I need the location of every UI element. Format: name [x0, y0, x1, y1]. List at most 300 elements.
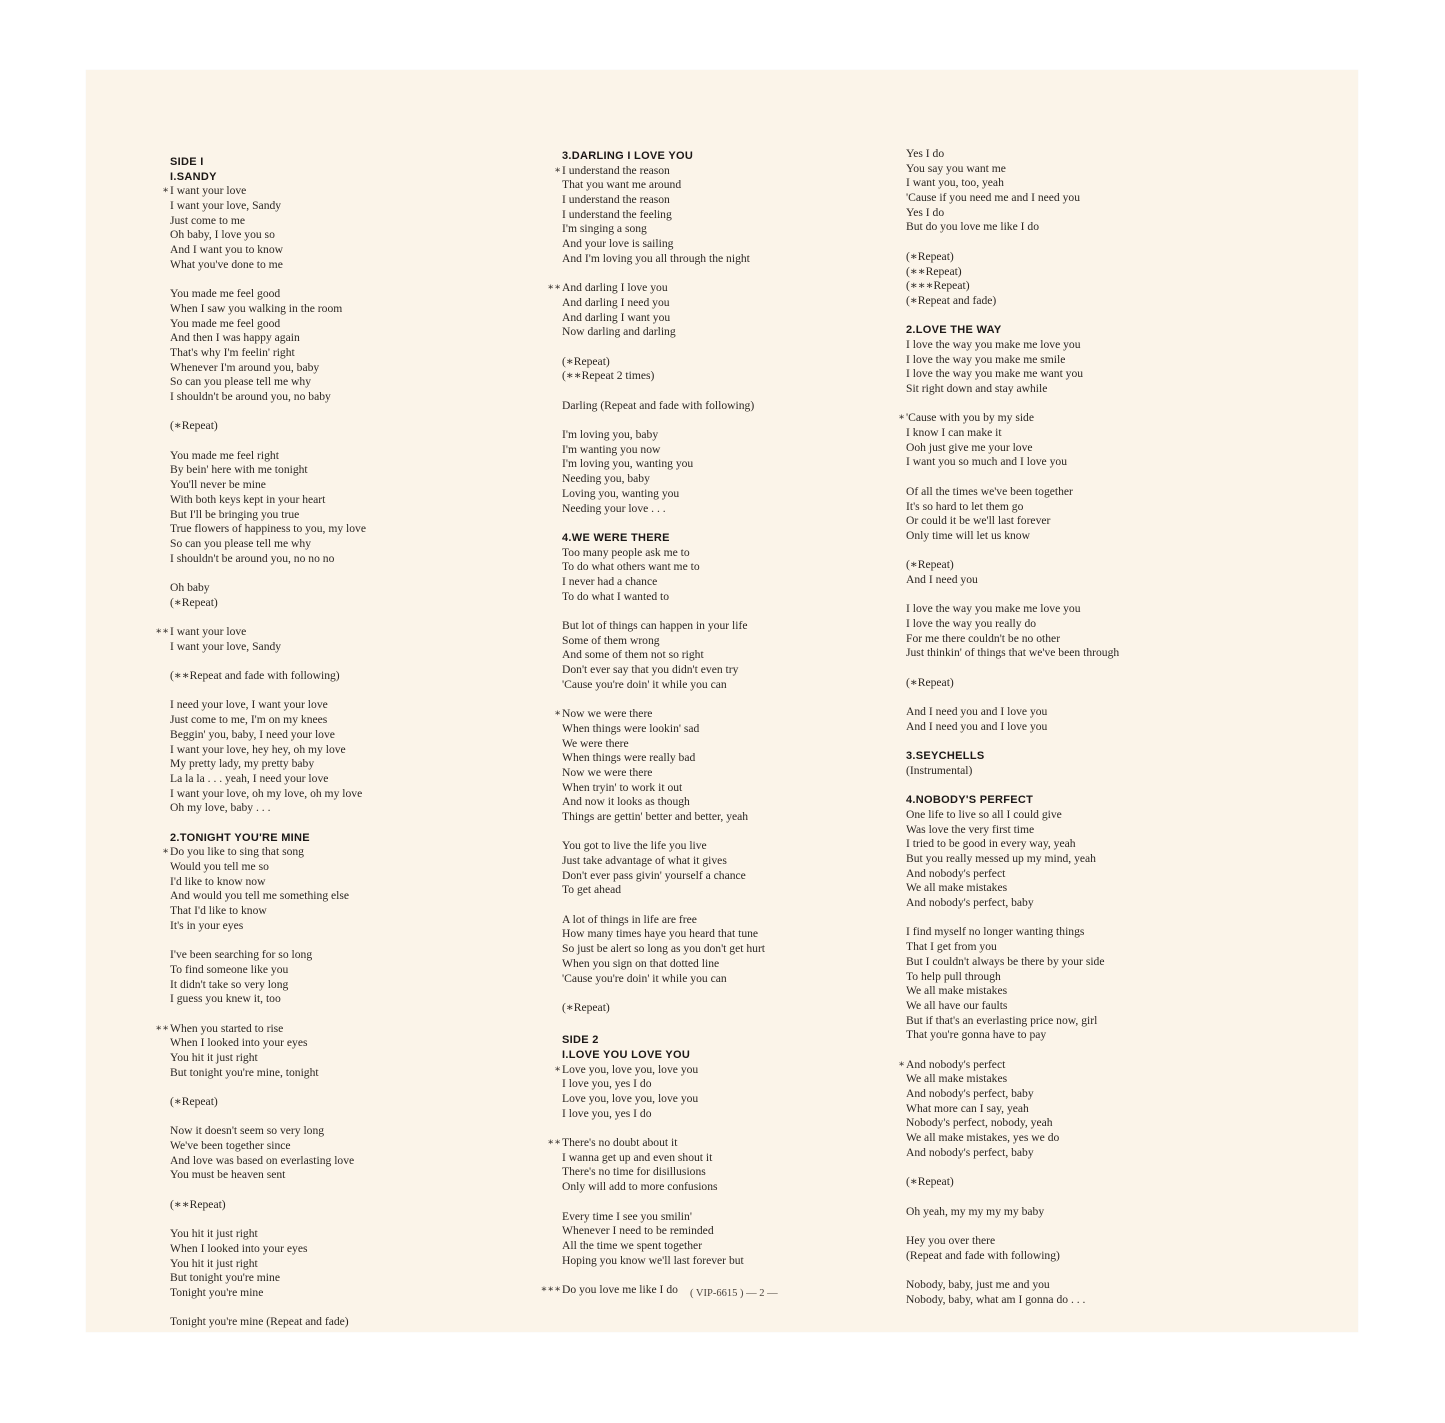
- lyric-line: [170, 1168, 366, 1183]
- lyric-line: [170, 1051, 366, 1066]
- line-text: When tryin' to work it out: [562, 780, 683, 794]
- lyric-line: [906, 367, 1119, 382]
- lyric-line: [562, 457, 765, 472]
- line-text: Just come to me: [170, 213, 246, 227]
- line-text: Oh yeah, my my my my baby: [906, 1204, 1045, 1218]
- lyric-line: [906, 823, 1119, 838]
- line-text: SIDE 2: [562, 1034, 599, 1047]
- line-text: (∗Repeat): [170, 1095, 218, 1108]
- line-text: I love the way you make me love you: [906, 337, 1081, 351]
- line-text: True flowers of happiness to you, my love: [170, 522, 367, 536]
- line-text: Some of them wrong: [562, 633, 660, 647]
- line-text: Yes I do: [906, 205, 945, 219]
- line-text: You hit it just right: [170, 1050, 258, 1064]
- line-text: And nobody's perfect, baby: [906, 1087, 1034, 1100]
- line-text: And nobody's perfect: [906, 1057, 1006, 1071]
- line-text: (Instrumental): [906, 763, 973, 777]
- lyric-line: [906, 632, 1119, 647]
- lyric-line: [170, 1095, 366, 1110]
- line-text: (∗∗Repeat and fade with following): [170, 669, 340, 683]
- lyric-line: [170, 978, 366, 993]
- lyric-line: [562, 1239, 765, 1254]
- lyric-line: [906, 176, 1119, 191]
- blank-line: [562, 604, 765, 619]
- line-text: I understand the reason: [562, 163, 670, 177]
- line-text: Hoping you know we'll last forever but: [562, 1253, 744, 1267]
- repeat-marker: ∗: [554, 1063, 561, 1075]
- lyric-line: [170, 1154, 366, 1169]
- line-text: My pretty lady, my pretty baby: [170, 757, 315, 771]
- lyric-line: [562, 663, 765, 678]
- line-text: Do you love me like I do: [562, 1282, 678, 1296]
- repeat-marker: ∗∗: [155, 1022, 169, 1034]
- lyric-line: [906, 837, 1119, 852]
- repeat-marker: ∗: [162, 846, 169, 858]
- lyric-line: [170, 640, 366, 655]
- lyric-line: [562, 1165, 765, 1180]
- lyric-line: [562, 766, 765, 781]
- lyric-line: [170, 258, 366, 273]
- line-text: Was love the very first time: [906, 822, 1035, 836]
- lyric-line: [906, 955, 1119, 970]
- repeat-marker: ∗∗∗: [540, 1283, 561, 1295]
- line-text: I love the way you make me love you: [906, 602, 1081, 616]
- lyric-line: [562, 648, 765, 663]
- lyric-line: [906, 1102, 1119, 1117]
- blank-line: [562, 516, 765, 531]
- lyric-line: [562, 178, 765, 193]
- lyric-line: [562, 854, 765, 869]
- line-text: (∗∗Repeat): [170, 1197, 226, 1211]
- line-text: To get ahead: [562, 883, 622, 897]
- lyric-line: [170, 302, 366, 317]
- lyric-line: [906, 279, 1119, 294]
- line-text: When things were lookin' sad: [562, 721, 700, 735]
- line-text: There's no time for disillusions: [562, 1165, 706, 1179]
- lyric-line: [906, 720, 1119, 735]
- lyric-line: [170, 860, 366, 875]
- lyric-line: [562, 208, 765, 223]
- blank-line: [906, 1160, 1119, 1175]
- lyric-line: [562, 1254, 765, 1269]
- lyric-line: [562, 1092, 765, 1107]
- line-text: Loving you, wanting you: [562, 486, 680, 500]
- line-text: I never had a chance: [562, 574, 658, 588]
- lyric-line: [906, 500, 1119, 515]
- lyric-line: [170, 963, 366, 978]
- line-text: With both keys kept in your heart: [170, 492, 326, 506]
- line-text: I love the way you really do: [906, 617, 1037, 630]
- line-text: We all make mistakes: [906, 1072, 1008, 1086]
- lyric-line: [906, 1278, 1119, 1293]
- line-text: I'm wanting you now: [562, 442, 661, 456]
- line-text: When I looked into your eyes: [170, 1036, 308, 1050]
- lyric-line: [906, 220, 1119, 235]
- lyric-line: [170, 728, 366, 743]
- song-title: [562, 531, 765, 546]
- lyric-line: [170, 581, 366, 596]
- lyric-line: [170, 1242, 366, 1257]
- lyric-line: [906, 999, 1119, 1014]
- lyric-line: [906, 925, 1119, 940]
- line-text: And nobody's perfect: [906, 866, 1006, 880]
- line-text: Only will add to more confusions: [562, 1180, 718, 1194]
- lyric-line: [562, 1180, 765, 1195]
- lyric-line: [170, 713, 366, 728]
- line-text: Beggin' you, baby, I need your love: [170, 727, 335, 741]
- line-text: You got to live the life you live: [562, 839, 707, 853]
- lyric-line: [906, 206, 1119, 221]
- line-text: I love you, yes I do: [562, 1106, 652, 1120]
- line-text: A lot of things in life are free: [562, 912, 697, 926]
- line-text: Don't ever say that you didn't even try: [562, 663, 739, 677]
- line-text: Ooh just give me your love: [906, 440, 1033, 454]
- line-text: And some of them not so right: [562, 648, 704, 662]
- lyric-line: [170, 889, 366, 904]
- lyric-line: [906, 984, 1119, 999]
- line-text: And darling I need you: [562, 295, 670, 309]
- line-text: And darling I love you: [562, 281, 668, 295]
- lyric-line: [562, 1107, 765, 1122]
- line-text: I need your love, I want your love: [170, 698, 328, 712]
- line-text: When you started to rise: [170, 1021, 284, 1035]
- lyric-line: [562, 781, 765, 796]
- line-text: So can you please tell me why: [170, 536, 312, 550]
- line-text: Now we were there: [562, 765, 653, 779]
- line-text: When I saw you walking in the room: [170, 301, 343, 315]
- lyric-line: [562, 972, 765, 987]
- catalog-page-footer: ( VIP-6615 ) — 2 —: [690, 1288, 778, 1299]
- lyric-line: [170, 390, 366, 405]
- line-text: You made me feel good: [170, 316, 281, 330]
- line-text: You hit it just right: [170, 1256, 258, 1270]
- blank-line: [170, 1110, 366, 1125]
- lyric-line: [170, 1198, 366, 1213]
- blank-line: [906, 779, 1119, 794]
- lyric-line: [562, 619, 765, 634]
- line-text: There's no doubt about it: [562, 1136, 678, 1150]
- lyric-line: [170, 449, 366, 464]
- line-text: SIDE I: [170, 156, 204, 168]
- blank-line: [562, 1016, 765, 1031]
- line-text: You hit it just right: [170, 1227, 258, 1241]
- line-text: And I need you and I love you: [906, 719, 1048, 733]
- lyric-line: [562, 1210, 765, 1225]
- line-text: Needing your love . . .: [562, 501, 666, 515]
- lyric-line: [906, 867, 1119, 882]
- lyric-line: [906, 881, 1119, 896]
- lyric-line: [170, 478, 366, 493]
- lyric-line: [562, 560, 765, 575]
- line-text: And then I was happy again: [170, 331, 300, 345]
- line-text: And I need you: [906, 572, 978, 586]
- lyric-line: [562, 369, 765, 384]
- lyric-line: [170, 493, 366, 508]
- lyric-line: [562, 193, 765, 208]
- line-text: I tried to be good in every way, yeah: [906, 837, 1076, 851]
- lyric-line: [906, 1028, 1119, 1043]
- lyric-line: [170, 904, 366, 919]
- lyric-line: [170, 508, 366, 523]
- lyric-line: [170, 757, 366, 772]
- line-text: I'd like to know now: [170, 874, 266, 888]
- blank-line: [906, 1219, 1119, 1234]
- lyric-line: [170, 669, 366, 684]
- blank-line: [170, 816, 366, 831]
- song-title: [170, 831, 366, 846]
- lyric-line: [562, 472, 765, 487]
- line-text: (∗Repeat): [562, 354, 610, 368]
- blank-line: [170, 1080, 366, 1095]
- lyric-line: [562, 883, 765, 898]
- lyric-line: [906, 455, 1119, 470]
- lyric-line: [906, 1146, 1119, 1161]
- line-text: I want your love: [170, 184, 247, 198]
- song-title: [562, 1048, 765, 1063]
- blank-line: [170, 1213, 366, 1228]
- lyric-line: [906, 162, 1119, 177]
- line-text: (Repeat and fade with following): [906, 1248, 1060, 1262]
- lyric-line: [170, 787, 366, 802]
- lyric-line: [170, 948, 366, 963]
- lyric-line: [906, 852, 1119, 867]
- lyric-line: [170, 698, 366, 713]
- line-text: I'm loving you, baby: [562, 428, 659, 442]
- lyric-line: [170, 317, 366, 332]
- lyric-line: [562, 927, 765, 942]
- line-text: 4.NOBODY'S PERFECT: [906, 794, 1034, 807]
- line-text: Sit right down and stay awhile: [906, 382, 1048, 395]
- line-text: I want your love, hey hey, oh my love: [170, 742, 346, 756]
- lyric-line: [906, 1131, 1119, 1146]
- blank-line: [562, 340, 765, 355]
- line-text: Now it doesn't seem so very long: [170, 1124, 325, 1138]
- lyrics-column-left: [155, 152, 367, 1330]
- line-text: You made me feel good: [170, 287, 281, 301]
- line-text: Now we were there: [562, 707, 653, 721]
- lyric-line: [170, 287, 366, 302]
- line-text: 'Cause with you by my side: [906, 411, 1035, 425]
- lyric-line: [162, 184, 366, 199]
- line-text: To do what others want me to: [562, 560, 700, 574]
- line-text: Now darling and darling: [562, 325, 676, 339]
- lyric-line: [562, 722, 765, 737]
- lyric-line: [162, 845, 366, 860]
- line-text: To do what I wanted to: [562, 589, 670, 603]
- line-text: Hey you over there: [906, 1233, 996, 1247]
- line-text: We all have our faults: [906, 998, 1008, 1012]
- lyric-line: [562, 502, 765, 517]
- lyric-line: [562, 399, 765, 414]
- lyric-line: [906, 338, 1119, 353]
- lyric-line: [906, 970, 1119, 985]
- lyric-line: [906, 940, 1119, 955]
- side-heading: [562, 1033, 765, 1048]
- lyric-line: [170, 214, 366, 229]
- line-text: For me there couldn't be no other: [906, 631, 1061, 645]
- line-text: 2.TONIGHT YOU'RE MINE: [170, 831, 310, 844]
- blank-line: [906, 235, 1119, 250]
- line-text: (∗∗Repeat 2 times): [562, 369, 655, 383]
- blank-line: [170, 273, 366, 288]
- line-text: Don't ever pass givin' yourself a chance: [562, 868, 746, 882]
- lyric-line: [906, 1205, 1119, 1220]
- line-text: And darling I want you: [562, 310, 671, 324]
- line-text: But do you love me like I do: [906, 220, 1039, 234]
- lyrics-column-middle: [540, 149, 766, 1298]
- line-text: We were there: [562, 736, 629, 750]
- blank-line: [170, 1183, 366, 1198]
- blank-line: [562, 1195, 765, 1210]
- line-text: But tonight you're mine: [170, 1271, 280, 1285]
- lyric-line: [170, 1066, 366, 1081]
- line-text: Tonight you're mine (Repeat and fade): [170, 1315, 349, 1329]
- lyric-line: [562, 678, 765, 693]
- lyric-line: [906, 1072, 1119, 1087]
- lyric-line: [170, 1124, 366, 1139]
- blank-line: [562, 1268, 765, 1283]
- lyric-line: [906, 764, 1119, 779]
- lyric-line: [906, 676, 1119, 691]
- lyric-line: [898, 1057, 1119, 1073]
- blank-line: [906, 588, 1119, 603]
- repeat-marker: ∗∗: [547, 282, 561, 294]
- line-text: And would you tell me something else: [170, 889, 350, 903]
- line-text: That I'd like to know: [170, 904, 267, 918]
- lyric-line: [170, 801, 366, 816]
- line-text: Just take advantage of what it gives: [562, 854, 727, 867]
- line-text: I want your love, Sandy: [170, 199, 282, 213]
- line-text: (∗Repeat): [906, 558, 954, 572]
- line-text: Nobody, baby, just me and you: [906, 1277, 1050, 1291]
- line-text: I understand the reason: [562, 193, 670, 207]
- side-heading: [170, 155, 366, 170]
- line-text: (∗Repeat): [906, 1175, 954, 1189]
- line-text: (∗Repeat): [906, 249, 954, 263]
- line-text: It's so hard to let them go: [906, 499, 1024, 513]
- lyric-line: [562, 942, 765, 957]
- line-text: What you've done to me: [170, 257, 283, 271]
- line-text: I guess you knew it, too: [170, 992, 281, 1006]
- lyric-line: [547, 1136, 765, 1151]
- blank-line: [562, 384, 765, 399]
- line-text: You say you want me: [906, 161, 1006, 175]
- blank-line: [170, 1301, 366, 1316]
- line-text: We've been together since: [170, 1139, 291, 1153]
- blank-line: [170, 434, 366, 449]
- line-text: I want your love, Sandy: [170, 639, 282, 653]
- line-text: Do you like to sing that song: [170, 845, 304, 859]
- lyric-line: [170, 361, 366, 376]
- line-text: Oh baby, I love you so: [170, 228, 275, 242]
- blank-line: [906, 1263, 1119, 1278]
- line-text: 'Cause you're doin' it while you can: [562, 677, 727, 691]
- line-text: (∗Repeat): [170, 595, 218, 609]
- line-text: That you want me around: [562, 178, 682, 192]
- line-text: (∗∗Repeat): [906, 264, 962, 278]
- lyric-line: [170, 463, 366, 478]
- line-text: That I get from you: [906, 940, 997, 954]
- line-text: Love you, love you, love you: [562, 1092, 699, 1105]
- lyric-line: [562, 1001, 765, 1016]
- lyric-line: [906, 529, 1119, 544]
- lyrics-column-right: [898, 147, 1120, 1307]
- line-text: Oh my love, baby . . .: [170, 801, 271, 815]
- lyric-line: [906, 1175, 1119, 1190]
- line-text: To help pull through: [906, 969, 1001, 983]
- line-text: It didn't take so very long: [170, 977, 289, 991]
- lyric-line: [906, 1234, 1119, 1249]
- lyric-line: [898, 411, 1119, 426]
- lyric-line: [562, 913, 765, 928]
- song-title: [906, 793, 1119, 808]
- line-text: And nobody's perfect, baby: [906, 896, 1034, 910]
- song-title: [562, 149, 765, 164]
- blank-line: [906, 1043, 1119, 1058]
- song-title: [170, 170, 366, 185]
- line-text: I've been searching for so long: [170, 948, 313, 962]
- line-text: You must be heaven sent: [170, 1168, 286, 1182]
- lyric-line: [906, 602, 1119, 617]
- lyric-line: [906, 426, 1119, 441]
- lyric-line: [554, 1062, 765, 1078]
- line-text: La la la . . . yeah, I need your love: [170, 771, 329, 785]
- lyric-line: [906, 147, 1119, 162]
- line-text: I love you, yes I do: [562, 1077, 652, 1091]
- line-text: Love you, love you, love you: [562, 1062, 699, 1076]
- line-text: And your love is sailing: [562, 237, 674, 251]
- lyric-line: [170, 596, 366, 611]
- line-text: We all make mistakes: [906, 984, 1008, 998]
- blank-line: [170, 566, 366, 581]
- line-text: When you sign on that dotted line: [562, 956, 720, 970]
- lyric-line: [170, 243, 366, 258]
- line-text: Whenever I'm around you, baby: [170, 360, 320, 374]
- line-text: By bein' here with me tonight: [170, 463, 308, 477]
- lyric-line: [906, 1087, 1119, 1102]
- lyric-line: [562, 590, 765, 605]
- lyric-line: [170, 1286, 366, 1301]
- line-text: We all make mistakes, yes we do: [906, 1131, 1060, 1145]
- lyric-line: [170, 1139, 366, 1154]
- blank-line: [906, 911, 1119, 926]
- lyric-line: [170, 331, 366, 346]
- line-text: And I need you and I love you: [906, 705, 1048, 719]
- line-text: You made me feel right: [170, 448, 279, 462]
- lyric-line: [906, 705, 1119, 720]
- lyric-line: [170, 552, 366, 567]
- lyric-line: [562, 957, 765, 972]
- repeat-marker: ∗: [554, 164, 561, 176]
- lyric-line: [554, 707, 765, 722]
- lyric-line: [155, 625, 366, 640]
- lyric-line: [562, 237, 765, 252]
- lyric-line: [906, 191, 1119, 206]
- line-text: I understand the feeling: [562, 207, 672, 221]
- lyric-line: [170, 1227, 366, 1242]
- lyric-line: [562, 1151, 765, 1166]
- blank-line: [170, 933, 366, 948]
- line-text: Nobody, baby, what am I gonna do . . .: [906, 1292, 1086, 1306]
- line-text: When things were really bad: [562, 751, 696, 765]
- lyric-line: [562, 355, 765, 370]
- line-text: And I want you to know: [170, 243, 284, 257]
- blank-line: [562, 267, 765, 282]
- blank-line: [170, 654, 366, 669]
- line-text: But lot of things can happen in your life: [562, 619, 748, 632]
- line-text: Just come to me, I'm on my knees: [170, 713, 328, 727]
- line-text: (∗Repeat): [906, 675, 954, 689]
